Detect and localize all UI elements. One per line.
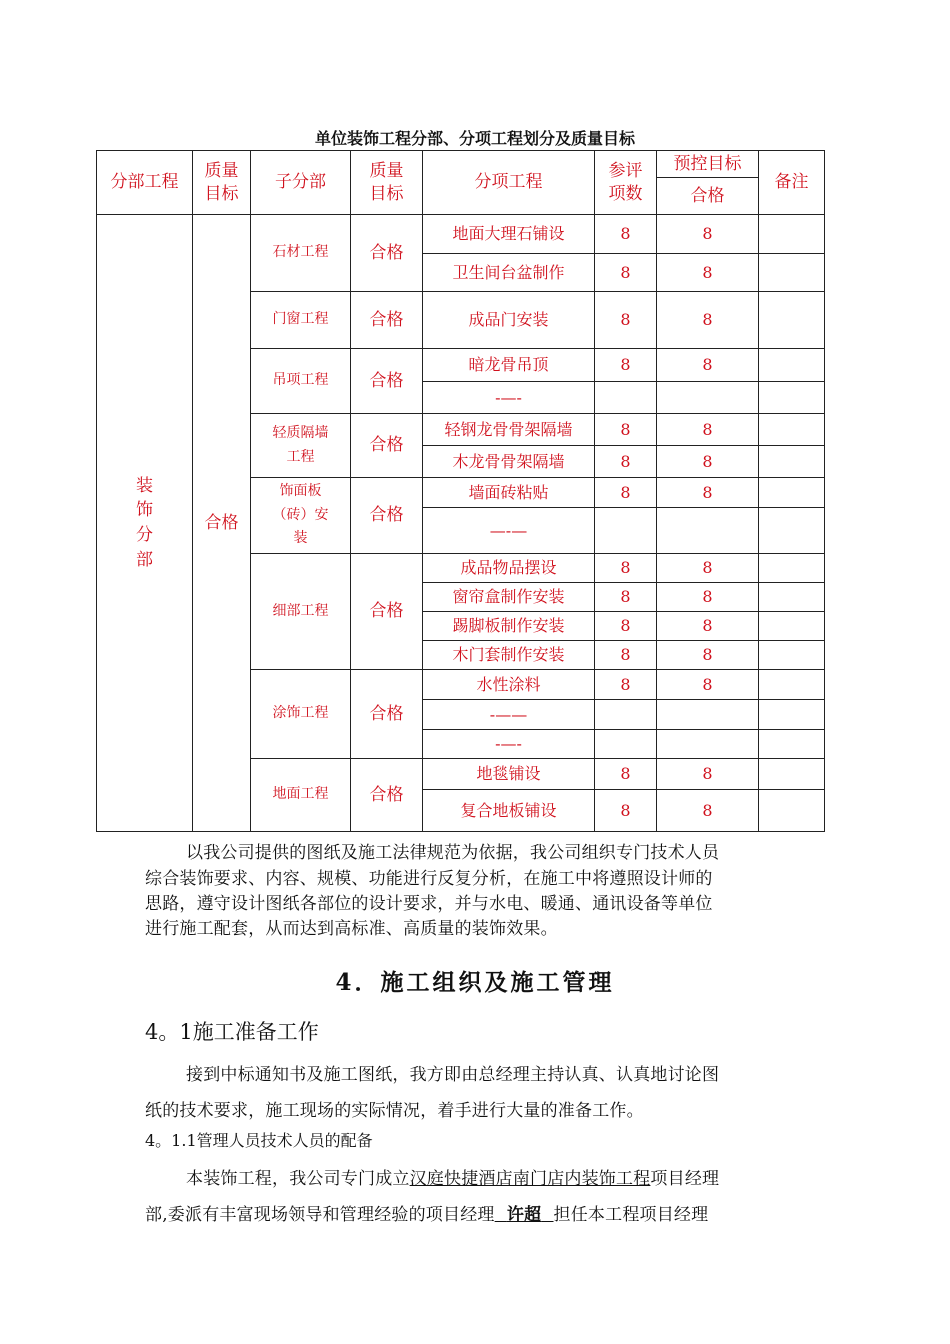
paragraph-line: 接到中标通知书及施工图纸，我方即由总经理主持认真、认真地讨论图 (186, 1065, 720, 1085)
rated-cell: 8 (595, 641, 657, 670)
remark-cell (759, 508, 825, 554)
sub-quality-cell: 合格 (351, 554, 423, 670)
sub-quality-cell: 合格 (351, 349, 423, 414)
sub-quality-cell: 合格 (351, 292, 423, 349)
remark-cell (759, 759, 825, 790)
sub-quality-cell: 合格 (351, 215, 423, 292)
target-cell: 8 (657, 478, 759, 508)
target-cell: 8 (657, 215, 759, 254)
remark-cell (759, 670, 825, 700)
target-cell: 8 (657, 292, 759, 349)
division-quality-cell: 合格 (193, 215, 251, 832)
remark-cell (759, 612, 825, 641)
subdivision-cell: 地面工程 (251, 759, 351, 832)
rated-cell: 8 (595, 349, 657, 382)
paragraph-line: 本装饰工程，我公司专门成立汉庭快捷酒店南门店内装饰工程项目经理 (186, 1169, 720, 1189)
target-cell: 8 (657, 612, 759, 641)
target-cell (657, 730, 759, 759)
subdivision-cell: 涂饰工程 (251, 670, 351, 759)
rated-cell: 8 (595, 254, 657, 292)
item-cell: 水性涂料 (423, 670, 595, 700)
item-cell: 木龙骨骨架隔墙 (423, 446, 595, 478)
header-rated: 参评 项数 (595, 151, 657, 215)
subdivision-cell: 吊项工程 (251, 349, 351, 414)
sub-quality-cell: 合格 (351, 759, 423, 832)
remark-cell (759, 700, 825, 730)
target-cell: 8 (657, 554, 759, 583)
subdivision-cell: 门窗工程 (251, 292, 351, 349)
target-cell: 8 (657, 670, 759, 700)
quality-target-table (96, 150, 825, 832)
paragraph-line: 综合装饰要求、内容、规模、功能进行反复分析，在施工中将遵照设计师的 (145, 869, 713, 889)
paragraph-line: 进行施工配套，从而达到高标准、高质量的装饰效果。 (145, 919, 558, 939)
table-title: 单位装饰工程分部、分项工程划分及质量目标 (314, 129, 635, 148)
item-cell: 窗帘盒制作安装 (423, 583, 595, 612)
header-division: 分部工程 (97, 151, 193, 215)
rated-cell: 8 (595, 215, 657, 254)
rated-cell: 8 (595, 292, 657, 349)
remark-cell (759, 414, 825, 446)
target-cell (657, 508, 759, 554)
header-subdivision: 子分部 (251, 151, 351, 215)
remark-cell (759, 478, 825, 508)
rated-cell (595, 382, 657, 414)
item-cell: 木门套制作安装 (423, 641, 595, 670)
item-cell: 卫生间台盆制作 (423, 254, 595, 292)
remark-cell (759, 730, 825, 759)
sub-quality-cell: 合格 (351, 414, 423, 478)
rated-cell (595, 508, 657, 554)
subdivision-cell: 石材工程 (251, 215, 351, 292)
target-cell: 8 (657, 414, 759, 446)
target-cell: 8 (657, 641, 759, 670)
rated-cell: 8 (595, 612, 657, 641)
table-row (97, 215, 825, 254)
header-sub-quality: 质量 目标 (351, 151, 423, 215)
remark-cell (759, 292, 825, 349)
header-row (97, 151, 825, 215)
paragraph-line: 思路，遵守设计图纸各部位的设计要求，并与水电、暖通、通讯设备等单位 (145, 894, 713, 914)
remark-cell (759, 554, 825, 583)
item-cell: 成品物品摆设 (423, 554, 595, 583)
item-cell: 地面大理石铺设 (423, 215, 595, 254)
manager-name: 许超 (506, 1205, 542, 1225)
item-cell: -—- (423, 730, 595, 759)
item-cell: 地毯铺设 (423, 759, 595, 790)
sub-quality-cell: 合格 (351, 478, 423, 554)
project-name: 汉庭快捷酒店南门店内装饰工程 (409, 1169, 651, 1189)
remark-cell (759, 641, 825, 670)
rated-cell: 8 (595, 478, 657, 508)
item-cell: 复合地板铺设 (423, 790, 595, 832)
target-cell: 8 (657, 446, 759, 478)
rated-cell: 8 (595, 790, 657, 832)
remark-cell (759, 583, 825, 612)
sub-quality-cell: 合格 (351, 670, 423, 759)
item-cell: —-— (423, 508, 595, 554)
target-cell: 8 (657, 254, 759, 292)
remark-cell (759, 790, 825, 832)
rated-cell (595, 700, 657, 730)
paragraph-line: 以我公司提供的图纸及施工法律规范为依据，我公司组织专门技术人员 (186, 843, 720, 863)
remark-cell (759, 382, 825, 414)
item-cell: 轻钢龙骨骨架隔墙 (423, 414, 595, 446)
remark-cell (759, 446, 825, 478)
paragraph-line: 纸的技术要求，施工现场的实际情况，着手进行大量的准备工作。 (145, 1101, 644, 1121)
subsection-heading: 4。1施工准备工作 (145, 1020, 319, 1044)
item-cell: 踢脚板制作安装 (423, 612, 595, 641)
target-cell: 8 (657, 790, 759, 832)
item-cell: -—— (423, 700, 595, 730)
target-cell: 8 (657, 583, 759, 612)
header-quality: 质量 目标 (193, 151, 251, 215)
remark-cell (759, 349, 825, 382)
rated-cell (595, 730, 657, 759)
section-heading: 4．施工组织及施工管理 (335, 969, 615, 996)
remark-cell (759, 254, 825, 292)
target-cell: 8 (657, 759, 759, 790)
remark-cell (759, 215, 825, 254)
paragraph-line: 部,委派有丰富现场领导和管理经验的项目经理 许超 担任本工程项目经理 (145, 1205, 709, 1225)
subsubsection-heading: 4。1.1管理人员技术人员的配备 (145, 1131, 373, 1150)
subdivision-cell: 饰面板 （砖）安 装 (251, 478, 351, 554)
rated-cell: 8 (595, 554, 657, 583)
rated-cell: 8 (595, 414, 657, 446)
header-remark: 备注 (759, 151, 825, 215)
target-cell: 8 (657, 349, 759, 382)
target-cell (657, 700, 759, 730)
header-item: 分项工程 (423, 151, 595, 215)
item-cell: 墙面砖粘贴 (423, 478, 595, 508)
subdivision-cell: 细部工程 (251, 554, 351, 670)
rated-cell: 8 (595, 670, 657, 700)
subdivision-cell: 轻质隔墙 工程 (251, 414, 351, 478)
item-cell: -—- (423, 382, 595, 414)
division-cell: 装 饰 分 部 (97, 215, 193, 832)
header-target: 预控目标 合格 (657, 151, 759, 215)
item-cell: 暗龙骨吊顶 (423, 349, 595, 382)
item-cell: 成品门安装 (423, 292, 595, 349)
target-cell (657, 382, 759, 414)
rated-cell: 8 (595, 446, 657, 478)
rated-cell: 8 (595, 583, 657, 612)
rated-cell: 8 (595, 759, 657, 790)
